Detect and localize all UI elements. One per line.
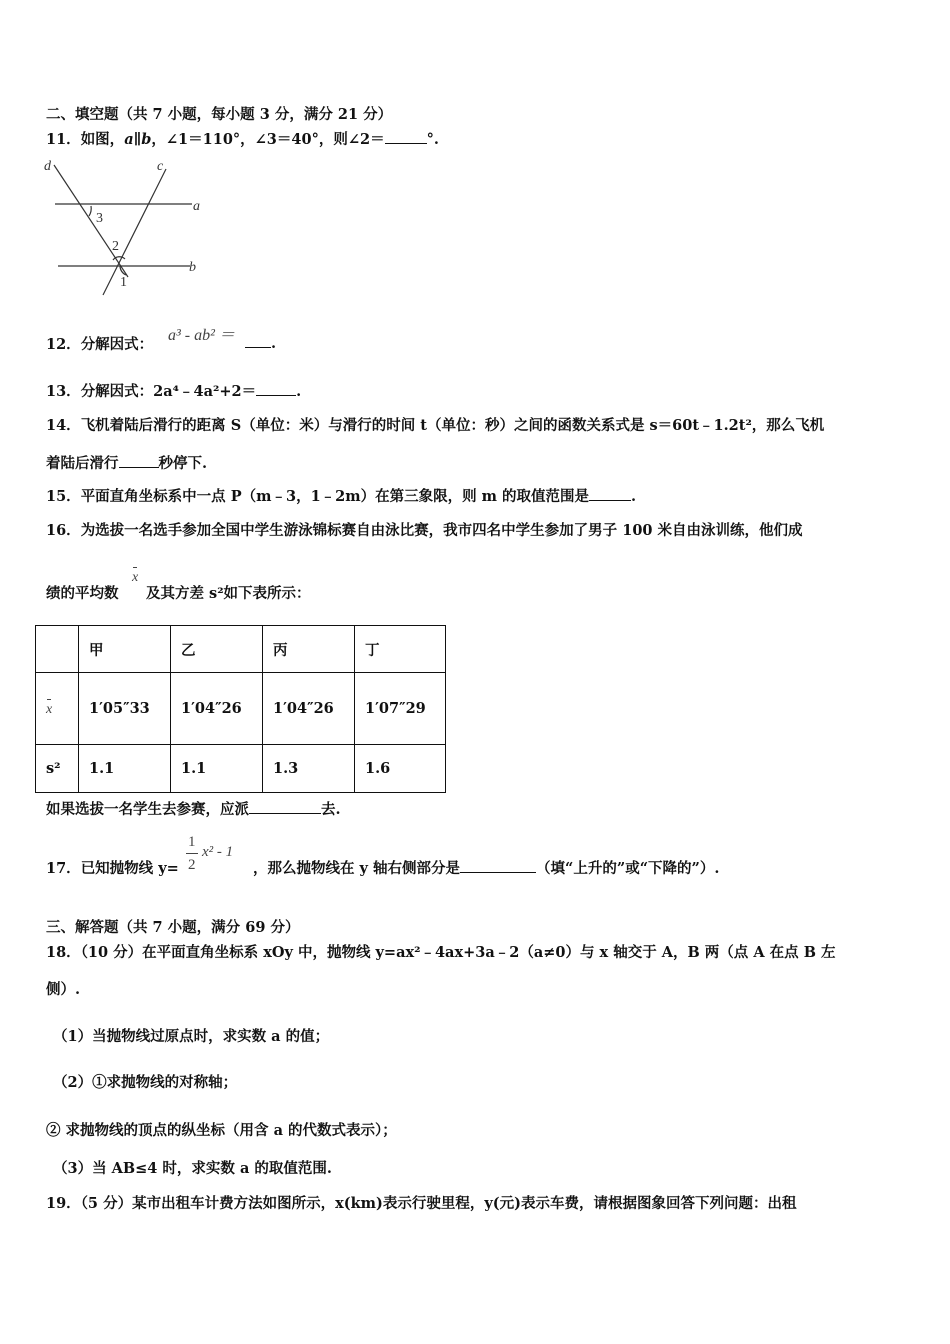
section-3-heading: 三、解答题（共 7 小题，满分 69 分） — [46, 919, 300, 936]
table-cell: 1.6 — [355, 745, 446, 793]
period: . — [296, 383, 302, 400]
row-label-variance: s² — [36, 745, 79, 793]
question-number: 19． — [46, 1195, 81, 1212]
question-text: 绩的平均数 — [46, 585, 119, 602]
angle-3-arc — [89, 206, 91, 216]
table-header-row — [36, 626, 446, 673]
question-text: （10 分）在平面直角坐标系 xOy 中，抛物线 y=ax²﹣4ax+3a﹣2（a≠0）与 x 轴交于 A，B 两（点 A 在点 B 左 — [80, 944, 836, 961]
row-label-mean — [36, 673, 79, 745]
table-cell: 1′05″33 — [79, 673, 171, 745]
results-table — [35, 625, 446, 793]
answer-blank — [249, 799, 321, 814]
answer-blank — [385, 129, 427, 144]
table-cell: 1.1 — [79, 745, 171, 793]
q12-answer — [245, 333, 276, 352]
question-18-part-2b: ② 求抛物线的顶点的纵坐标（用含 a 的代数式表示）； — [46, 1122, 397, 1139]
question-text: 如图， — [80, 131, 125, 148]
table-cell: 1′04″26 — [263, 673, 355, 745]
question-14-line-2 — [46, 452, 207, 473]
question-text: 着陆后滑行 — [46, 455, 119, 472]
question-number: 17． — [46, 860, 81, 877]
line-d — [54, 165, 128, 277]
question-text: 去. — [321, 801, 341, 818]
question-text: 平面直角坐标系中一点 P（m﹣3，1﹣2m）在第三象限，则 m 的取值范围是 — [80, 488, 590, 505]
question-13 — [46, 380, 301, 401]
question-18-part-1: （1）当抛物线过原点时，求实数 a 的值； — [53, 1028, 330, 1045]
question-text: 为选拔一名选手参加全国中学生游泳锦标赛自由泳比赛，我市四名中学生参加了男子 100 米自由泳训练，他们成 — [80, 522, 803, 539]
label-angle-1: 1 — [120, 275, 127, 290]
question-text: （填“上升的”或“下降的”）. — [536, 860, 720, 877]
table-corner-cell — [36, 626, 79, 673]
question-18-part-3: （3）当 AB≤4 时，求实数 a 的取值范围. — [53, 1160, 332, 1177]
answer-blank — [245, 333, 271, 348]
table-row — [36, 745, 446, 793]
label-d: d — [44, 159, 51, 174]
question-17-start — [46, 857, 179, 878]
period: . — [631, 488, 637, 505]
line-c — [103, 169, 166, 295]
question-text: 及其方差 s²如下表所示： — [146, 585, 311, 602]
answer-blank — [589, 486, 631, 501]
question-text: 分解因式： — [80, 336, 154, 353]
question-16-after — [46, 798, 341, 819]
question-18-line-1 — [46, 941, 836, 962]
question-number: 16． — [46, 522, 81, 539]
table-header: 丁 — [355, 626, 446, 673]
question-text: 分解因式：2 — [80, 383, 164, 400]
parallel-condition: a∥b — [124, 131, 152, 148]
label-angle-2: 2 — [112, 239, 119, 254]
table-header: 甲 — [79, 626, 171, 673]
question-number: 11． — [46, 131, 81, 148]
question-text: 已知抛物线 y= — [80, 860, 179, 877]
q12-expression: a³ - ab² ＝ — [168, 327, 235, 344]
question-16-line-2b — [146, 582, 311, 603]
question-number: 18． — [46, 944, 81, 961]
question-18-part-2: （2）①求抛物线的对称轴； — [53, 1074, 238, 1091]
question-12 — [46, 333, 153, 354]
question-number: 13． — [46, 383, 81, 400]
question-14-line-1 — [46, 414, 824, 435]
parallel-lines-figure — [40, 155, 220, 300]
question-text: 飞机着陆后滑行的距离 S（单位：米）与滑行的时间 t（单位：秒）之间的函数关系式是 s＝60t﹣1.2t²，那么飞机 — [80, 417, 825, 434]
mean-symbol: x — [132, 570, 139, 585]
section-2-heading: 二、填空题（共 7 小题，每小题 3 分，满分 21 分） — [46, 106, 393, 123]
question-17-end — [253, 857, 719, 878]
label-b: b — [189, 260, 196, 275]
question-text: （5 分）某市出租车计费方法如图所示，x(km)表示行驶里程，y(元)表示车费，请根据图象回答下列问题：出租 — [80, 1195, 797, 1212]
question-text: 秒停下. — [158, 455, 208, 472]
question-text: °. — [426, 131, 439, 148]
table-cell: 1′07″29 — [355, 673, 446, 745]
fraction-numerator: 1 — [188, 834, 196, 850]
answer-blank — [119, 453, 159, 468]
table-header: 丙 — [263, 626, 355, 673]
fraction-bar — [186, 853, 198, 854]
answer-blank — [460, 858, 536, 873]
question-text: ，∠1＝110°，∠3＝40°，则∠2＝ — [151, 131, 385, 148]
q13-expression: a⁴﹣4a²+2＝ — [163, 383, 257, 400]
answer-blank — [256, 381, 296, 396]
table-cell: 1.3 — [263, 745, 355, 793]
question-19 — [46, 1192, 796, 1213]
question-16-line-2 — [46, 582, 119, 603]
mean-symbol: x — [46, 701, 53, 717]
q17-expression: x² - 1 — [202, 844, 234, 860]
question-16-line-1 — [46, 519, 803, 540]
fraction-denominator: 2 — [188, 857, 196, 873]
label-c: c — [157, 159, 164, 174]
question-15 — [46, 485, 636, 506]
question-11 — [46, 128, 439, 149]
table-cell: 1.1 — [171, 745, 263, 793]
label-a: a — [193, 199, 200, 214]
label-angle-3: 3 — [96, 211, 103, 226]
question-text: 如果选拔一名学生去参赛，应派 — [46, 801, 249, 818]
table-cell: 1′04″26 — [171, 673, 263, 745]
question-number: 12． — [46, 336, 81, 353]
table-header: 乙 — [171, 626, 263, 673]
question-18-line-2: 侧）. — [46, 981, 81, 998]
period: . — [271, 335, 277, 352]
table-row — [36, 673, 446, 745]
question-text: ，那么抛物线在 y 轴右侧部分是 — [253, 860, 461, 877]
question-number: 14． — [46, 417, 81, 434]
question-number: 15． — [46, 488, 81, 505]
